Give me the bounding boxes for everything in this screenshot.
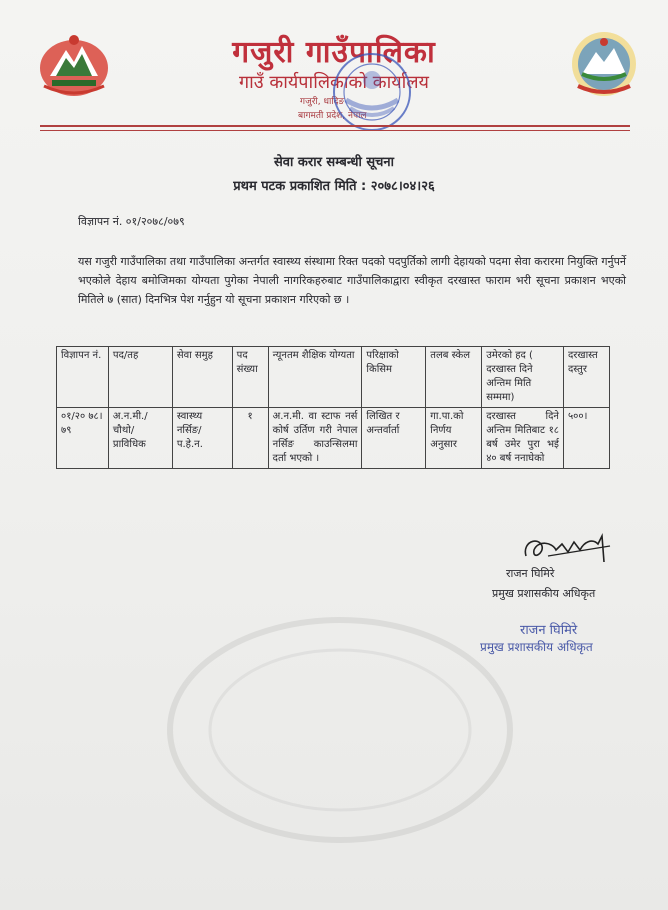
table-cell: ५००। [563, 408, 609, 469]
office-subtitle: गाउँ कार्यपालिकाको कार्यालय [239, 72, 429, 93]
header-divider [40, 125, 630, 127]
publish-date: प्रथम पटक प्रकाशित मिति : २०७८।०४।२६ [233, 179, 435, 194]
office-title: गजुरी गाउँपालिका [232, 35, 436, 70]
notice-number: विज्ञापन नं. ०१/२०७८/०७९ [78, 215, 185, 228]
table-cell: अ.न.मी. वा स्टाफ नर्स कोर्ष उर्तिण गरी नेपाल नर्सिङ काउन्सिलमा दर्ता भएको । [268, 408, 362, 469]
table-header-cell: परिक्षाको किसिम [362, 347, 426, 408]
table-cell: गा.पा.को निर्णय अनुसार [426, 408, 482, 469]
address-line-1: गजुरी, धादिङ [300, 97, 345, 107]
table-header-row [57, 347, 610, 408]
table-row [57, 408, 610, 469]
table-cell: स्वास्थ्य नर्सिङ/ प.हे.न. [172, 408, 232, 469]
table-header-cell: उमेरको हद ( दरखास्त दिने अन्तिम मिति सम्ममा) [482, 347, 564, 408]
signatory-name: राजन घिमिरे [506, 567, 555, 580]
vacancy-table [56, 346, 610, 469]
table-header-cell: पद/तह [108, 347, 172, 408]
table-header-cell: पद संख्या [232, 347, 268, 408]
header-divider-thin [40, 130, 630, 131]
signature-icon [518, 532, 618, 566]
table-cell: अ.न.मी./ चौथो/ प्राविधिक [108, 408, 172, 469]
notice-heading: सेवा करार सम्बन्धी सूचना [274, 155, 394, 170]
table-header-cell: सेवा समुह [172, 347, 232, 408]
table-header-cell: न्यूनतम शैक्षिक योग्यता [268, 347, 362, 408]
table-header-cell: दरखास्त दस्तुर [563, 347, 609, 408]
address-line-2: बागमती प्रदेश, नेपाल [298, 111, 367, 121]
table-header-cell: विज्ञापन नं. [57, 347, 109, 408]
office-seal-icon [330, 50, 414, 134]
table-cell: दरखास्त दिने अन्तिम मितिबाट १८ बर्ष उमेर पुरा भई ४० बर्ष ननाघेको [482, 408, 564, 469]
table-header-cell: तलब स्केल [426, 347, 482, 408]
stamp-name: राजन घिमिरे [520, 623, 578, 638]
signatory-title: प्रमुख प्रशासकीय अधिकृत [492, 587, 596, 600]
stamp-title: प्रमुख प्रशासकीय अधिकृत [480, 640, 593, 654]
table-cell: लिखित र अन्तर्वार्ता [362, 408, 426, 469]
table-cell: ०१/२० ७८।७९ [57, 408, 109, 469]
watermark-icon [150, 600, 530, 850]
notice-paragraph: यस गजुरी गाउँपालिका तथा गाउँपालिका अन्तर्गत स्वास्थ्य संस्थामा रिक्त पदको पदपुर्तिको लागी देहायको पदमा सेवा करारमा नियुक्ति गर्नुपर्ने भएकोले देहाय बमोजिमका योग्यता पुगेका नेपाली नागरिकहरुबाट गाउँपालिकाद्वारा स्वीकृत दरखास्त फाराम भरी सूचना प्रकाशन भएको मितिले ७ (सात) दिनभित्र पेश गर्नुहुन यो सूचना प्रकाशन गरिएको छ । [78, 255, 626, 306]
table-cell: १ [232, 408, 268, 469]
